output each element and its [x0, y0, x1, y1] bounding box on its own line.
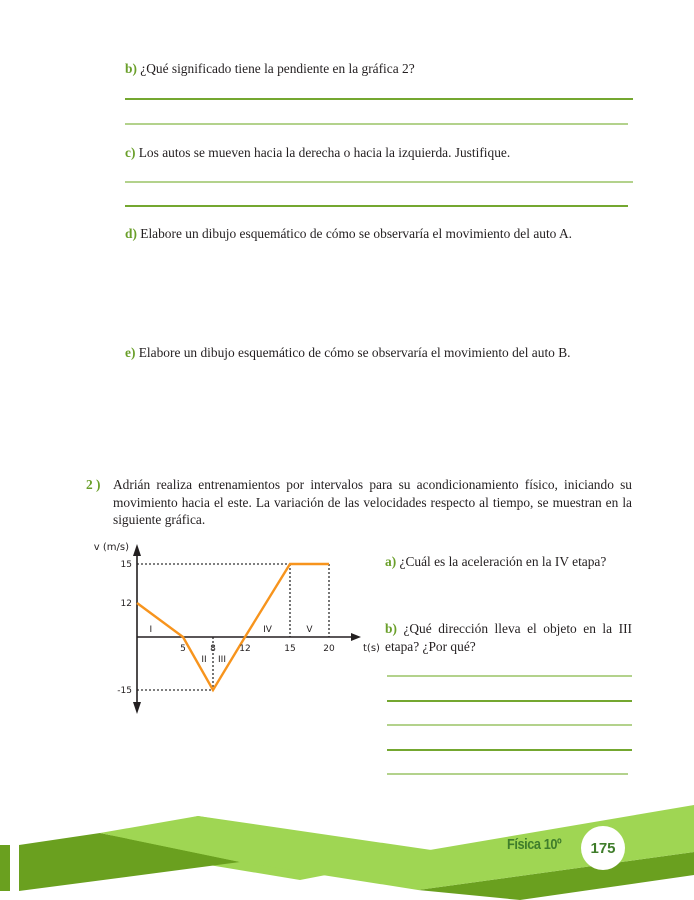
stage-label-I: I	[149, 625, 153, 635]
question-b-text: ¿Qué significado tiene la pendiente en la gráfica 2?	[136, 61, 415, 76]
x-tick-label: 15	[284, 644, 296, 654]
x-tick-label: 12	[239, 644, 251, 654]
question-2a-label: a)	[385, 554, 397, 569]
footer-stripe-dark-left	[0, 845, 10, 891]
question-b-label: b)	[125, 61, 137, 76]
question-2b-text: ¿Qué dirección lleva el objeto en la III etapa? ¿Por qué?	[385, 621, 632, 654]
question-e-text: Elabore un dibujo esquemático de cómo se observaría el movimiento del auto B.	[135, 345, 571, 360]
page-number-badge	[581, 826, 625, 870]
stage-label-III: III	[218, 655, 226, 665]
page-number: 175	[590, 839, 616, 857]
x-tick-label: 8	[210, 644, 216, 654]
x-axis-label: t(s)	[363, 643, 380, 654]
stage-label-II: II	[201, 655, 207, 665]
book-title: Física 10º	[507, 836, 562, 853]
question-2b-label: b)	[385, 621, 397, 636]
question-e-label: e)	[125, 345, 136, 360]
problem-2-number: 2 )	[86, 477, 101, 492]
question-2a-text: ¿Cuál es la aceleración en la IV etapa?	[396, 554, 607, 569]
question-c-text: Los autos se mueven hacia la derecha o hacia la izquierda. Justifique.	[135, 145, 511, 160]
problem-2-text: Adrián realiza entrenamientos por intervalos para su acondicionamiento físico, iniciando su movimiento hacia el este. La variación de las velocidades respecto al tiempo, se muestran en la siguiente gráfica.	[113, 477, 632, 527]
question-c-label: c)	[125, 145, 136, 160]
question-d-text: Elabore un dibujo esquemático de cómo se observaría el movimiento del auto A.	[136, 226, 572, 241]
x-tick-label: 5	[180, 644, 186, 654]
y-tick-label: 15	[120, 560, 132, 570]
question-d-label: d)	[125, 226, 137, 241]
y-tick-label: -15	[117, 686, 132, 696]
y-tick-label: 12	[120, 599, 132, 609]
stage-label-IV: IV	[263, 625, 272, 635]
stage-label-V: V	[306, 625, 313, 635]
x-tick-label: 20	[323, 644, 335, 654]
y-axis-label: v (m/s)	[93, 542, 129, 553]
